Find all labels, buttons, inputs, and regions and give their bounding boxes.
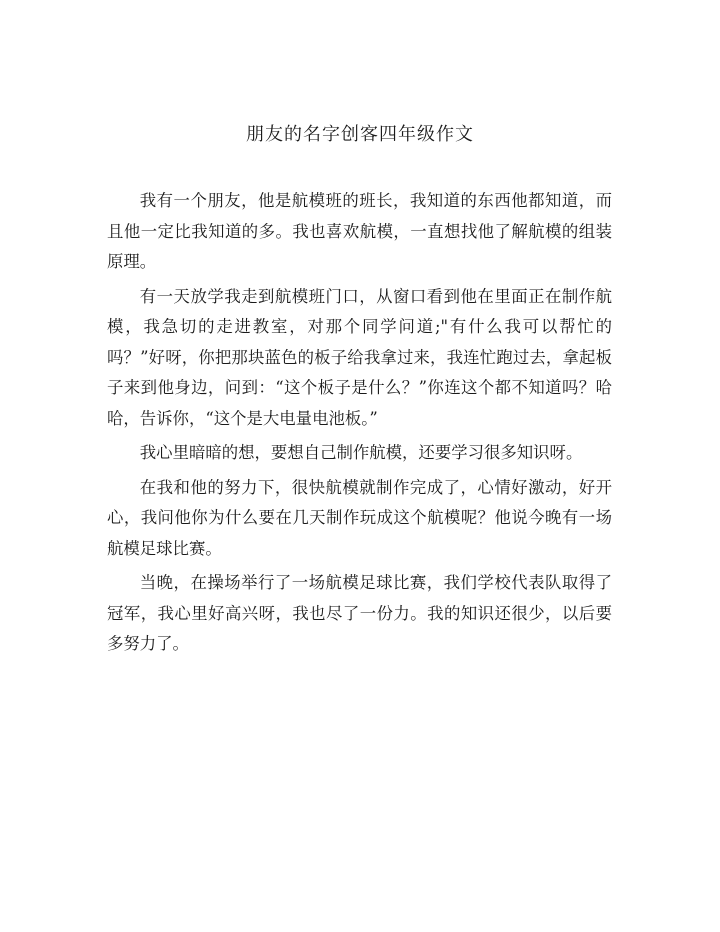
document-title: 朋友的名字创客四年级作文 bbox=[246, 124, 474, 145]
paragraph: 有一天放学我走到航模班门口，从窗口看到他在里面正在制作航模，我急切的走进教室，对那个同学问道;"有什么我可以帮忙的吗？”好呀，你把那块蓝色的板子给我拿过来，我连忙跑过去，拿起板子来到他身边，问到：“这个板子是什么？”你连这个都不知道吗？哈哈，告诉你，“这个是大电量电池板。” bbox=[107, 286, 612, 428]
paragraph: 我心里暗暗的想，要想自己制作航模，还要学习很多知识呀。 bbox=[139, 443, 583, 462]
paragraph: 当晚，在操场举行了一场航模足球比赛，我们学校代表队取得了冠军，我心里好高兴呀，我也尽了一份力。我的知识还很少，以后要多努力了。 bbox=[107, 573, 612, 653]
paragraph: 在我和他的努力下，很快航模就制作完成了，心情好激动，好开心，我问他你为什么要在几天制作玩成这个航模呢？他说今晚有一场航模足球比赛。 bbox=[107, 477, 612, 558]
paragraph: 我有一个朋友，他是航模班的班长，我知道的东西他都知道，而且他一定比我知道的多。我也喜欢航模，一直想找他了解航模的组装原理。 bbox=[107, 191, 612, 271]
document-body bbox=[107, 186, 612, 664]
